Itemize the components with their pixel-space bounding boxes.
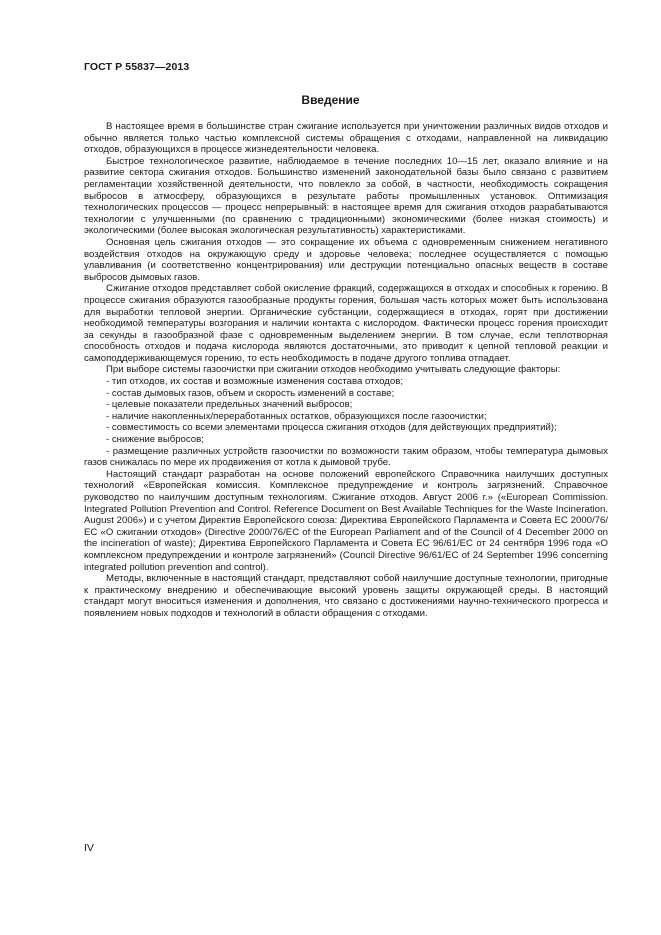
body-text	[84, 121, 608, 620]
page-number: IV	[84, 842, 94, 854]
list-item: - тип отходов, их состав и возможные изменения состава отходов;	[106, 376, 404, 388]
document-header: ГОСТ Р 55837—2013	[84, 61, 190, 73]
list-item: - совместимость со всеми элементами процесса сжигания отходов (для действующих предприятий);	[106, 422, 557, 434]
paragraph: Сжигание отходов представляет собой окисление фракций, содержащихся в отходах и способных к горению. В процессе сжигания образуются газообразные продукты горения, большая часть которых может быть использована для выработки тепловой энергии. Органические субстанции, содержащиеся в отходах, горят при достижении необходимой температуры возгорания и наличии контакта с кислородом. Фактически процесс горения происходит за секунды в газообразной фазе с одновременным выделением энергии. В том случае, если теплотворная способность отходов и подача кислорода являются достаточными, это приводит к цепной тепловой реакции и самоподдерживающемуся горению, то есть необходимость в подаче другого топлива отпадает.	[84, 283, 608, 364]
paragraph: Быстрое технологическое развитие, наблюдаемое в течение последних 10—15 лет, оказало влияние и на развитие сектора сжигания отходов. Большинство изменений законодательной базы было связано с развитием регламентации хозяйственной деятельности, что повлекло за собой, в частности, необходимость сокращения выбросов в атмосферу, образующихся в результате работы промышленных установок. Оптимизация технологических процессов — процесс непрерывный: в настоящее время для сжигания отходов разрабатываются технологии с улучшенными (по сравнению с традиционными) экономическими (более низкая стоимость) и экологическими (более высокая экологическая результативность) характеристиками.	[84, 155, 608, 237]
paragraph: Методы, включенные в настоящий стандарт, представляют собой наилучшие доступные технологии, пригодные к практическому внедрению и обеспечивающие высокий уровень защиты окружающей среды. В настоящий стандарт могут вноситься изменения и дополнения, что связано с достижениями научно-технического прогресса и появлением новых подходов и технологий в области обращения с отходами.	[84, 573, 608, 619]
paragraph: Основная цель сжигания отходов — это сокращение их объема с одновременным снижением негативного воздействия отходов на окружающую среду и здоровье человека; последнее осуществляется с помощью улавливания (и соответственно концентрирования) или деструкции потенциально опасных веществ в составе выбросов дымовых газов.	[84, 236, 608, 283]
list-item: - снижение выбросов;	[106, 434, 204, 446]
list-item: - целевые показатели предельных значений выбросов;	[106, 399, 353, 411]
paragraph: При выборе системы газоочистки при сжигании отходов необходимо учитывать следующие факторы:	[106, 364, 561, 376]
paragraph: Настоящий стандарт разработан на основе положений европейского Справочника наилучших доступных технологий «Европейская комиссия. Комплексное предупреждение и контроль загрязнений. Справочное руководство по наилучшим доступным технологиям. Сжигание отходов. Август 2006 г.» («European Commission. Integrated Pollution Prevention and Control. Reference Document on Best Available Techniques for the Waste Incineration. August 2006») и с учетом Директив Европейского союза: Директива Европейского Парламента и Совета ЕС 2000/76/ЕС «О сжигании отходов» (Directive 2000/76/EC of the European Parliament and of the Council of 4 December 2000 on the incineration of waste); Директива Европейского Парламента и Совета ЕС 96/61/ЕС от 24 сентября 1996 года «О комплексном предупреждении и контроле загрязнений» (Council Directive 96/61/EC of 24 September 1996 concerning integrated pollution prevention and control).	[84, 468, 608, 573]
list-item: - наличие накопленных/переработанных остатков, образующихся после газоочистки;	[106, 410, 487, 422]
paragraph: В настоящее время в большинстве стран сжигание используется при уничтожении различных видов отходов и обычно является только частью комплексной системы обращения с отходами, направленной на ликвидацию отходов, образующихся в процессе жизнедеятельности человека.	[84, 121, 608, 156]
section-title: Введение	[301, 93, 360, 107]
list-item: - состав дымовых газов, объем и скорость изменений в составе;	[106, 387, 395, 399]
list-item: - размещение различных устройств газоочистки по возможности таким образом, чтобы температура дымовых газов снижалась по мере их продвижения от котла к дымовой трубе.	[84, 445, 608, 469]
